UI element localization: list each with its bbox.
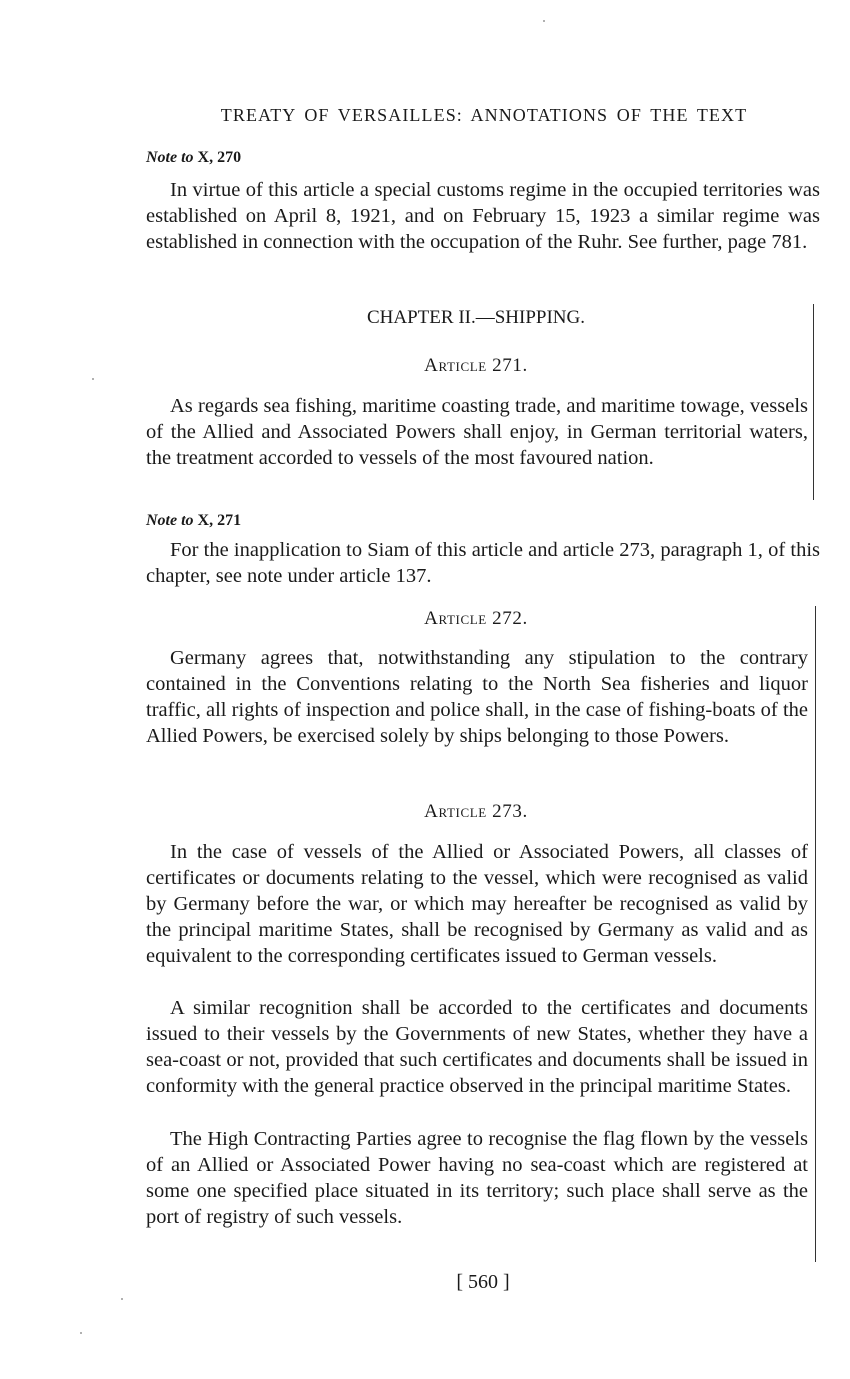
scan-speck (121, 1298, 123, 1300)
article-273-paragraph-3: The High Contracting Parties agree to recognise the flag flown by the vessels of an Allied or Associated Power having no sea-coast which are registered at some one specified place situated in its territory; such place shall serve as the port of registry of such vessels. (146, 1128, 808, 1228)
article-272-text: Germany agrees that, notwithstanding any stipulation to the contrary contained in the Conventions relating to the North Sea fisheries and liquor traffic, all rights of inspection and police shall, in the case of fishing-boats of the Allied Powers, be exercised solely by ships belonging to those Powers. (146, 647, 808, 747)
scan-speck (80, 1332, 82, 1334)
article-273-heading: Article 273. (424, 801, 528, 822)
note-label-italic: Note to (146, 149, 194, 166)
margin-rule-article-271 (813, 304, 814, 500)
article-271-text: As regards sea fishing, maritime coasting trade, and maritime towage, vessels of the Allied and Associated Powers shall enjoy, in German territorial waters, the treatment accorded to vessels of the most favoured nation. (146, 395, 808, 469)
note-270-text: In virtue of this article a special customs regime in the occupied territories was established on April 8, 1921, and on February 15, 1923 a similar regime was established in connection with the occupation of the Ruhr. See further, page 781. (146, 179, 820, 253)
article-273-paragraph-1: In the case of vessels of the Allied or Associated Powers, all classes of certificates or documents relating to the vessel, which were recognised as valid by Germany before the war, or which may hereafter be recognised as valid by the principal maritime States, shall be recognised by Germany as valid and as equivalent to the corresponding certificates issued to German vessels. (146, 841, 808, 967)
scan-speck (92, 378, 94, 380)
article-271-heading: Article 271. (424, 355, 528, 376)
article-272-heading: Article 272. (424, 608, 528, 629)
note-label-270 (146, 148, 241, 168)
article-273-paragraph-2: A similar recognition shall be accorded to the certificates and documents issued to their vessels by the Governments of new States, whether they have a sea-coast or not, provided that such certificates and documents shall be issued in conformity with the general practice observed in the principal maritime States. (146, 997, 808, 1097)
page-number: [ 560 ] (456, 1271, 510, 1293)
chapter-heading: CHAPTER II.—SHIPPING. (367, 307, 585, 328)
note-label-271 (146, 511, 241, 531)
scan-speck (543, 20, 545, 22)
note-271-text: For the inapplication to Siam of this article and article 273, paragraph 1, of this chapter, see note under article 137. (146, 539, 820, 587)
running-head: TREATY OF VERSAILLES: ANNOTATIONS OF THE TEXT (220, 105, 748, 125)
note-label-italic: Note to (146, 512, 194, 529)
note-label-ref: X, 271 (197, 512, 242, 529)
note-label-ref: X, 270 (197, 149, 242, 166)
margin-rule-articles-272-273 (815, 606, 816, 1262)
